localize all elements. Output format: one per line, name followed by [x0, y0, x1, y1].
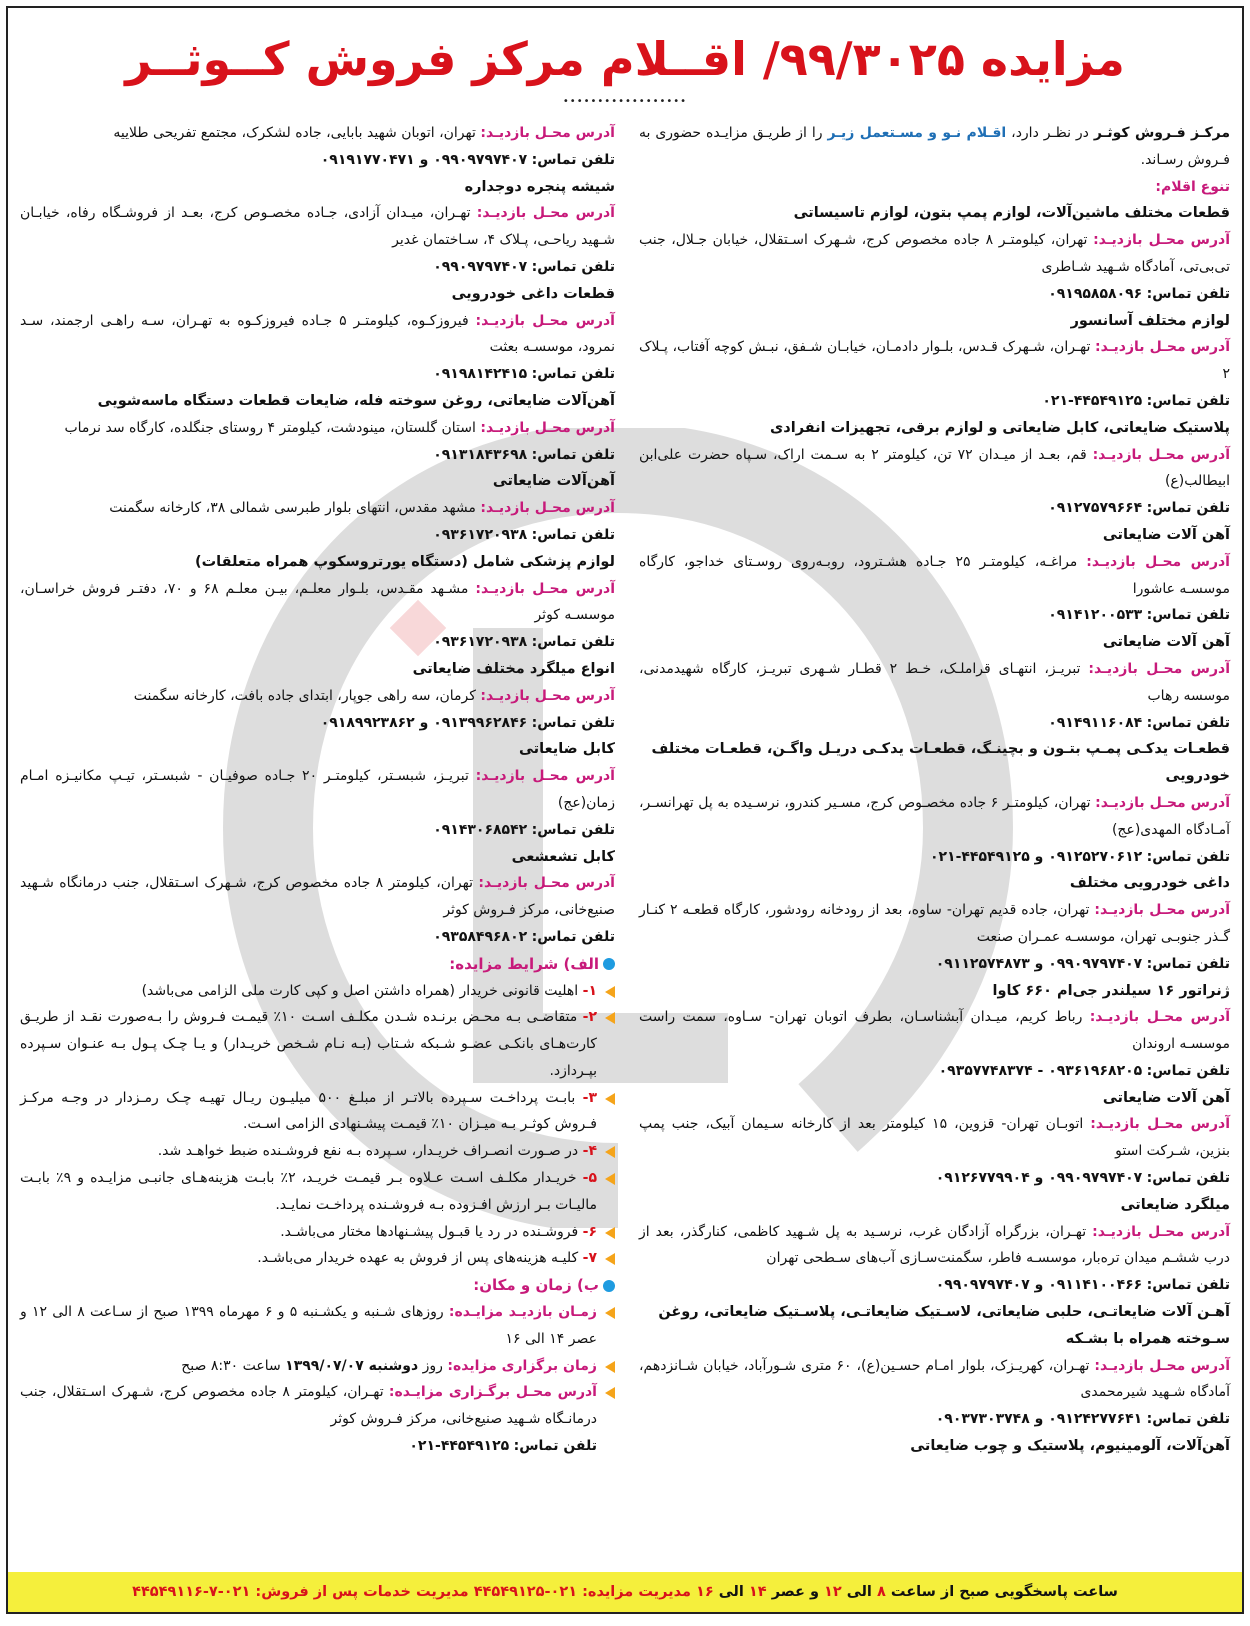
- held-time-date: دوشنبه ۱۳۹۹/۰۷/۰۷: [285, 1357, 419, 1374]
- item-block: [639, 629, 1230, 736]
- address-text: فیروزکـوه، کیلومتـر ۵ جـاده فیروزکـوه به تهـران، سـه راهـی ارجمند، سـد نمرود، موسسـه بعثت: [20, 312, 615, 356]
- item-phone: [639, 495, 1230, 522]
- arrow-bullet-icon: [605, 986, 615, 998]
- item-title: کابل ضایعاتی: [519, 741, 615, 758]
- condition-item: [20, 1085, 615, 1139]
- intro-text-1: در نظـر دارد،: [1011, 125, 1089, 141]
- item-phone: [639, 1406, 1230, 1433]
- item-title: انواع میلگرد مختلف ضایعاتی: [412, 660, 615, 677]
- item-address: [639, 442, 1230, 496]
- address-text: تبریـز، انتهـای قراملـک، خـط ۲ قطـار شـهری تبریـز، کارگاه شهیدمدنی، موسسه رهاب: [638, 660, 1230, 704]
- arrow-bullet-icon: [605, 1227, 615, 1239]
- item-title: کابل تشعشعی: [511, 848, 615, 865]
- phone-value: ۰۹۱۳۹۹۶۲۸۴۶ و ۰۹۱۸۹۹۲۳۸۶۲: [320, 714, 528, 731]
- footer-service-phone: ۴۴۵۴۹۱۱۶-۷-۰۲۱: [132, 1584, 251, 1600]
- phone-value: ۰۹۱۴۳۰۶۸۵۴۲: [433, 821, 528, 838]
- item-title: آهن آلات ضایعاتی: [1102, 634, 1230, 651]
- item-address: [20, 495, 615, 522]
- phone-value: ۰۹۳۶۱۹۶۸۲۰۵ - ۰۹۳۵۷۷۴۸۳۷۴: [938, 1062, 1143, 1079]
- address-label: آدرس محـل بازدیـد:: [480, 500, 615, 517]
- title-divider: ••••••••••••••••••: [562, 96, 688, 107]
- item-block: [639, 1085, 1230, 1192]
- address-label: آدرس محـل بازدیـد:: [480, 687, 615, 704]
- item-title: میلگرد ضایعاتی: [1120, 1196, 1230, 1213]
- item-title: قطعات داغی خودرویی: [451, 285, 615, 302]
- address-label: آدرس محـل بازدیـد:: [476, 205, 615, 222]
- item-title: قطعات مختلف ماشین‌آلات، لوازم پمپ بتون، لوازم تاسیساتی: [793, 205, 1230, 222]
- phone-label: تلفن تماس:: [1146, 392, 1230, 409]
- item-block: [639, 736, 1230, 870]
- visit-time: [20, 1299, 615, 1353]
- item-phone: [20, 522, 615, 549]
- conditions-list: [20, 978, 615, 1273]
- item-phone: [20, 361, 615, 388]
- item-title: پلاستیک ضایعاتی، کابل ضایعاتی و لوازم برقی، تجهیزات انفرادی: [770, 419, 1230, 436]
- item-phone: [639, 281, 1230, 308]
- visit-time-text: روزهای شـنبه و یکشـنبه ۵ و ۶ مهرماه ۱۳۹۹ صبح از سـاعت ۸ الی ۱۲ و عصر ۱۴ الی ۱۶: [20, 1304, 597, 1347]
- arrow-bullet-icon: [605, 1361, 615, 1373]
- left-first-phone: [20, 147, 615, 174]
- address-label: آدرس محـل بازدیـد:: [480, 125, 615, 141]
- item-block: [639, 308, 1230, 415]
- condition-text: بابـت پرداخـت سـپرده بالاتـر از مبلـغ ۵۰۰ میلیـون ریـال تهیـه چـک رمـزدار در وجـه مرکـز فـروش کوثـر بـه میـزان ۱۰٪ قیمـت پیشـنهادی الزامی اسـت.: [20, 1089, 597, 1133]
- item-address: [639, 334, 1230, 388]
- arrow-bullet-icon: [605, 1012, 615, 1024]
- visit-time-label: زمـان بازدیـد مزایـده:: [448, 1304, 597, 1321]
- phone-label: تلفن تماس:: [531, 526, 615, 543]
- address-text: تهـران، شـهرک قـدس، بلـوار دادمـان، خیابـان شـفق، نبـش کوچه آفتاب، پـلاک ۲: [638, 339, 1230, 383]
- item-block: [639, 522, 1230, 629]
- condition-text: اهلیت قانونی خریدار (همراه داشتن اصل و کپی کارت ملی الزامی می‌باشد): [141, 982, 579, 999]
- held-time-c: ساعت ۸:۳۰ صبح: [181, 1357, 281, 1374]
- address-text: تهـران، کهریـزک، بلوار امـام حسـین(ع)، ۶۰ متری شـورآباد، خیابان شـانزدهم، آمادگاه شـهید شیرمحمدی: [638, 1357, 1230, 1401]
- item-phone: [639, 388, 1230, 415]
- item-address: [20, 870, 615, 924]
- item-address: [639, 790, 1230, 844]
- item-phone: [639, 1165, 1230, 1192]
- address-text: تهـران، میـدان آزادی، جـاده مخصـوص کرج، بعـد از فروشـگاه رفاه، خیابـان شـهید ریاحـی، پـلاک ۴، سـاختمان غدیر: [20, 205, 615, 249]
- item-address: [639, 1219, 1230, 1273]
- item-block: [639, 978, 1230, 1085]
- right-column: [625, 120, 1230, 1550]
- condition-number: ۷-: [582, 1250, 597, 1267]
- phone-label: تلفن تماس:: [531, 714, 615, 731]
- footer-hours-label: ساعت پاسخگویی صبح از ساعت: [890, 1584, 1118, 1600]
- item-title: آهن آلات ضایعاتی: [1102, 1089, 1230, 1106]
- footer-hour: ۱۴: [748, 1584, 767, 1600]
- item-phone: [639, 951, 1230, 978]
- condition-number: ۴-: [582, 1143, 597, 1160]
- held-place: [20, 1379, 615, 1433]
- condition-text: فروشـنده در رد یا قبـول پیشـنهادها مختار می‌باشـد.: [280, 1223, 579, 1240]
- item-address: [639, 1353, 1230, 1407]
- item-phone: [639, 844, 1230, 871]
- condition-text: متقاضـی بـه محـض برنـده شـدن مکلـف اسـت ۱۰٪ قیمـت فـروش را بـه‌صورت نقـد از طریـق کارت‌هـای بانکـی عضـو شـبکه شـتاب (بـه نـام شـخص خریـدار) و یـا چـک پـول بـه عنـوان سـپرده بپـردازد.: [20, 1009, 597, 1079]
- phone-value: ۰۹۹۰۹۷۹۷۴۰۷ و ۰۹۱۹۱۷۷۰۴۷۱: [320, 151, 528, 168]
- item-address: [639, 897, 1230, 951]
- conditions-section: [20, 951, 615, 1273]
- phone-label: تلفن تماس:: [1146, 714, 1230, 731]
- phone-label: تلفن تماس:: [1146, 1277, 1230, 1294]
- held-phone: [20, 1433, 615, 1460]
- phone-label: تلفن تماس:: [1146, 285, 1230, 302]
- intro-highlight: اقـلام نـو و مسـتعمل زیـر: [827, 125, 1007, 141]
- left-column: [20, 120, 625, 1550]
- footer-hour: ۸: [876, 1584, 886, 1600]
- address-label: آدرس محـل بازدیـد:: [1088, 660, 1230, 677]
- timing-heading: ب) زمان و مکان:: [20, 1272, 615, 1299]
- phone-label: تلفن تماس:: [1146, 848, 1230, 865]
- address-text: مراغـه، کیلومتـر ۲۵ جـاده هشـترود، روبـه‌روی روسـتای خداجو، کارگاه موسسـه عاشورا: [638, 553, 1230, 597]
- footer-service-label: مدیریت خدمات پس از فروش:: [255, 1584, 469, 1600]
- bullet-dot-icon: [603, 1280, 615, 1292]
- item-phone: [20, 710, 615, 737]
- phone-value: ۰۹۹۰۹۷۹۷۴۰۷ و ۰۹۱۲۶۷۷۹۹۰۴: [935, 1170, 1143, 1187]
- address-text: استان گلستان، مینودشت، کیلومتر ۴ روستای جنگلده، کارگاه سد نرماب: [64, 419, 476, 436]
- item-title: شیشه پنجره دوجداره: [464, 178, 615, 195]
- item-address: [20, 683, 615, 710]
- phone-label: تلفن تماس:: [531, 821, 615, 838]
- item-title: ژنراتور ۱۶ سیلندر جی‌ام ۶۶۰ کاوا: [992, 982, 1230, 999]
- phone-label: تلفن تماس:: [1146, 955, 1230, 972]
- address-label: آدرس محـل بازدیـد:: [1090, 1116, 1230, 1133]
- address-label: آدرس محـل بازدیـد:: [1094, 902, 1231, 919]
- address-text: کرمان، سه راهی جوپار، ابتدای جاده بافت، کارخانه سگمنت: [133, 687, 476, 704]
- phone-value: ۰۹۳۶۱۷۲۰۹۳۸: [433, 634, 528, 651]
- phone-value: ۰۹۱۴۱۲۰۰۵۳۳: [1048, 607, 1143, 624]
- item-phone: [639, 710, 1230, 737]
- item-block: [20, 549, 615, 656]
- condition-number: ۳-: [582, 1089, 597, 1106]
- condition-text: کلیـه هزینه‌های پس از فروش به عهده خریدار می‌باشـد.: [257, 1250, 579, 1267]
- item-address: [639, 549, 1230, 603]
- auction-notice: [6, 6, 1244, 1614]
- intro-org: مرکـز فـروش کوثـر: [1093, 125, 1231, 141]
- item-title: لوازم مختلف آسانسور: [1070, 312, 1230, 329]
- phone-value: ۰۹۱۱۴۱۰۰۴۶۶ و ۰۹۹۰۹۷۹۷۴۰۷: [935, 1277, 1143, 1294]
- phone-value: ۰۹۱۲۵۲۷۰۶۱۲ و ۴۴۵۴۹۱۲۵-۰۲۱: [929, 848, 1143, 865]
- phone-value: ۰۹۳۵۸۴۹۶۸۰۲: [433, 928, 528, 945]
- item-address: [639, 1004, 1230, 1058]
- condition-number: ۲-: [582, 1009, 597, 1026]
- conditions-heading: الف) شرایط مزایده:: [20, 951, 615, 978]
- item-address: [20, 763, 615, 817]
- phone-value: ۴۴۵۴۹۱۲۵-۰۲۱: [1042, 392, 1143, 409]
- phone-label: تلفن تماس:: [513, 1438, 597, 1455]
- phone-value: ۰۹۹۰۹۷۹۷۴۰۷ و ۰۹۱۱۲۵۷۴۸۷۳: [935, 955, 1143, 972]
- address-label: آدرس محـل بازدیـد:: [1092, 446, 1231, 463]
- item-phone: [20, 254, 615, 281]
- held-time: [20, 1353, 615, 1380]
- item-address: [639, 656, 1230, 710]
- phone-value: ۰۹۱۹۵۸۵۸۰۹۶: [1048, 285, 1143, 302]
- address-label: آدرس محـل بازدیـد:: [475, 580, 616, 597]
- footer-auction-mgmt-label: مدیریت مزایده:: [582, 1584, 691, 1600]
- phone-label: تلفن تماس:: [1146, 1411, 1230, 1428]
- address-label: آدرس محـل بازدیـد:: [1092, 1223, 1231, 1240]
- phone-label: تلفن تماس:: [531, 446, 615, 463]
- address-label: آدرس محـل بازدیـد:: [478, 875, 615, 892]
- condition-text: در صـورت انصـراف خریـدار، سـپرده بـه نفع فروشـنده ضبط خواهـد شد.: [157, 1143, 579, 1160]
- arrow-bullet-icon: [605, 1173, 615, 1185]
- item-address: [20, 415, 615, 442]
- items-list-right: [639, 200, 1230, 1433]
- item-phone: [20, 924, 615, 951]
- item-block: [20, 281, 615, 388]
- item-address: [639, 1111, 1230, 1165]
- address-text: تهـران، بزرگراه آزادگان غرب، نرسـید به پل شـهید کاظمی، کنارگذر، بعد از درب ششـم میدان تره‌بار، موسسـه فاطر، سگمنت‌سـازی آب‌های سـطحی تهران: [638, 1223, 1230, 1267]
- phone-value: ۰۹۱۴۹۱۱۶۰۸۴: [1048, 714, 1143, 731]
- address-text: مشهد مقدس، انتهای بلوار طبرسی شمالی ۳۸، کارخانه سگمنت: [109, 500, 476, 517]
- phone-label: تلفن تماس:: [531, 928, 615, 945]
- address-text: قم، بعـد از میـدان ۷۲ تن، کیلومتر ۲ به سـمت اراک، سـپاه حضرت علی‌ابن ابیطالب(ع): [638, 446, 1230, 490]
- held-time-a: روز: [422, 1357, 443, 1374]
- address-label: آدرس محـل بازدیـد:: [475, 768, 615, 785]
- address-text: مشـهد مقـدس، بلـوار معلـم، بیـن معلـم ۶۸ و ۷۰، دفتـر فروش خراسـان، موسسـه کوثر: [20, 580, 615, 624]
- address-label: آدرس محـل بازدیـد:: [1095, 339, 1231, 356]
- bullet-dot-icon: [603, 958, 615, 970]
- phone-label: تلفن تماس:: [531, 258, 615, 275]
- arrow-bullet-icon: [605, 1307, 615, 1319]
- phone-label: تلفن تماس:: [531, 634, 615, 651]
- item-title: آهـن آلات ضایعاتـی، حلبی ضایعاتی، لاسـتیک ضایعاتـی، پلاسـتیک ضایعاتی، روغن سـوخته همراه با بشـکه: [658, 1304, 1230, 1347]
- item-title: آهن آلات ضایعاتی: [1102, 526, 1230, 543]
- phone-value: ۰۹۱۲۷۵۷۹۶۶۴: [1048, 500, 1143, 517]
- phone-value: ۰۹۳۶۱۷۲۰۹۳۸: [433, 526, 528, 543]
- timing-section: [20, 1272, 615, 1460]
- address-text: تهران، کیلومتـر ۸ جاده مخصوص کرج، شـهرک اسـتقلال، خیابان جـلال، جنب تی‌بی‌تی، آمادگاه شـهید شـاطری: [638, 232, 1230, 275]
- item-title: آهن‌آلات ضایعاتی: [492, 473, 615, 490]
- item-phone: [639, 602, 1230, 629]
- item-address: [639, 227, 1230, 281]
- held-time-label: زمان برگزاری مزایده:: [447, 1357, 597, 1374]
- item-phone: [20, 629, 615, 656]
- item-block: [639, 1192, 1230, 1299]
- phone-value: ۰۹۱۹۸۱۴۲۴۱۵: [433, 366, 528, 383]
- item-block: [639, 870, 1230, 977]
- item-block: [639, 415, 1230, 522]
- types-heading: تنوع اقلام:: [1155, 178, 1230, 195]
- arrow-bullet-icon: [605, 1253, 615, 1265]
- footer-text: الی: [846, 1584, 872, 1600]
- item-block: [639, 1299, 1230, 1433]
- item-phone: [639, 1272, 1230, 1299]
- footer-auction-phone: ۴۴۵۴۹۱۲۵-۰۲۱: [473, 1584, 578, 1600]
- phone-label: تلفن تماس:: [531, 151, 615, 168]
- phone-label: تلفن تماس:: [1146, 500, 1230, 517]
- right-last-title: آهن‌آلات، آلومینیوم، پلاستیک و چوب ضایعاتی: [910, 1438, 1230, 1455]
- condition-item: [20, 1219, 615, 1246]
- item-title: لوازم پزشکی شامل (دستگاه یورتروسکوپ همراه متعلقات): [194, 553, 615, 570]
- address-text: اتوبـان تهران- قزوین، ۱۵ کیلومتر بعد از کارخانه سـیمان آبیک، جنب پمپ بنزین، شـرکت استو: [638, 1116, 1230, 1160]
- held-place-label: آدرس محـل برگـزاری مزایـده:: [388, 1384, 597, 1401]
- address-label: آدرس محـل بازدیـد:: [1089, 1009, 1231, 1026]
- footer-hour: ۱۶: [696, 1584, 714, 1600]
- address-text: تهران، کیلومتر ۸ جاده مخصوص کرج، شـهرک اسـتقلال، جنب درمانگاه شـهید صنیع‌خانی، مرکز فـروش کوثر: [20, 875, 615, 919]
- item-block: [20, 174, 615, 281]
- condition-number: ۵-: [582, 1170, 597, 1187]
- item-title: آهن‌آلات ضایعاتی، روغن سوخته فله، ضایعات قطعات دستگاه ماسه‌شویی: [97, 392, 615, 409]
- address-label: آدرس محـل بازدیـد:: [480, 419, 615, 436]
- arrow-bullet-icon: [605, 1146, 615, 1158]
- address-label: آدرس محـل بازدیـد:: [1094, 1357, 1231, 1374]
- items-list-left: [20, 174, 615, 951]
- condition-item: [20, 1245, 615, 1272]
- condition-text: خریـدار مکلـف اسـت عـلاوه بـر قیمـت خریـد، ۲٪ بابـت هزینه‌هـای جانبـی مزایـده و ۹٪ بابـت مالیـات بـر ارزش افـزوده بـه فروشـنده پرداخـت نمایـد.: [20, 1170, 597, 1213]
- item-address: [20, 308, 615, 362]
- intro-paragraph: [639, 120, 1230, 174]
- address-text: تبریـز، شبسـتر، کیلومتـر ۲۰ جـاده صوفیـان - شبسـتر، تیـپ مکانیـزه امـام زمان(عج): [20, 768, 615, 811]
- left-first-address: [20, 120, 615, 147]
- held-place-text: تهـران، کیلومتر ۸ جاده مخصوص کرج، شـهرک اسـتقلال، جنب درمانـگاه شـهید صنیع‌خانی، مرکز فـروش کوثر: [20, 1384, 597, 1428]
- phone-label: تلفن تماس:: [1146, 1170, 1230, 1187]
- condition-item: [20, 1165, 615, 1219]
- arrow-bullet-icon: [605, 1387, 615, 1399]
- item-address: [20, 576, 615, 630]
- footer-text: و عصر: [771, 1584, 819, 1600]
- intro-text-2: را از طریـق مزایـده حضوری به فـروش رسـاند.: [638, 125, 1230, 168]
- condition-number: ۶-: [582, 1223, 597, 1240]
- phone-value: ۴۴۵۴۹۱۲۵-۰۲۱: [409, 1438, 510, 1455]
- address-text: رباط کریم، میـدان آبشناسـان، بطرف اتوبان تهران- سـاوه، سمت راست موسسـه اروندان: [638, 1009, 1230, 1053]
- item-block: [639, 200, 1230, 307]
- condition-item: [20, 1004, 615, 1084]
- phone-label: تلفن تماس:: [1146, 607, 1230, 624]
- address-text: تهران، اتوبان شهید بابایی، جاده لشکرک، مجتمع تفریحی طلاییه: [113, 125, 476, 141]
- footer-bar: [8, 1572, 1242, 1612]
- address-label: آدرس محـل بازدیـد:: [1093, 232, 1230, 249]
- phone-value: ۰۹۹۰۹۷۹۷۴۰۷: [433, 258, 528, 275]
- condition-number: ۱-: [582, 982, 597, 999]
- address-label: آدرس محـل بازدیـد:: [1095, 794, 1230, 811]
- address-text: تهران، جاده قدیم تهران- ساوه، بعد از رودخانه رودشور، کارگاه قطعـه ۲ کنـار گـذر جنوبـی تهران، موسسـه عمـران صنعت: [638, 902, 1230, 945]
- address-label: آدرس محـل بازدیـد:: [475, 312, 615, 329]
- item-address: [20, 200, 615, 254]
- footer-text: الی: [718, 1584, 744, 1600]
- page-title: مزایده ۹۹/۳۰۲۵/ اقــلام مرکز فروش کــوثــر: [125, 32, 1125, 86]
- item-phone: [20, 817, 615, 844]
- footer-hour: ۱۲: [824, 1584, 842, 1600]
- item-title: قطعـات یدکـی پمـپ بتـون و بچینـگ، قطعـات یدکـی دریـل واگـن، قطعـات مختلف خودرویی: [651, 741, 1230, 785]
- item-phone: [20, 442, 615, 469]
- address-label: آدرس محـل بازدیـد:: [1086, 553, 1230, 570]
- item-block: [20, 656, 615, 736]
- item-block: [20, 468, 615, 548]
- item-phone: [639, 1058, 1230, 1085]
- condition-item: [20, 1138, 615, 1165]
- item-block: [20, 388, 615, 468]
- phone-value: ۰۹۱۳۱۸۴۳۶۹۸: [433, 446, 528, 463]
- phone-label: تلفن تماس:: [531, 366, 615, 383]
- address-text: تهران، کیلومتـر ۶ جاده مخصـوص کرج، مسـیر کندرو، نرسـیده به پل تهرانسـر، آمـادگاه المهدی(عج): [638, 794, 1230, 838]
- phone-label: تلفن تماس:: [1146, 1062, 1230, 1079]
- item-title: داغی خودرویی مختلف: [1069, 875, 1230, 892]
- phone-value: ۰۹۱۲۴۲۷۷۶۴۱ و ۰۹۰۳۷۳۰۳۷۴۸: [935, 1411, 1143, 1428]
- item-block: [20, 736, 615, 843]
- item-block: [20, 844, 615, 951]
- arrow-bullet-icon: [605, 1093, 615, 1105]
- condition-item: [20, 978, 615, 1005]
